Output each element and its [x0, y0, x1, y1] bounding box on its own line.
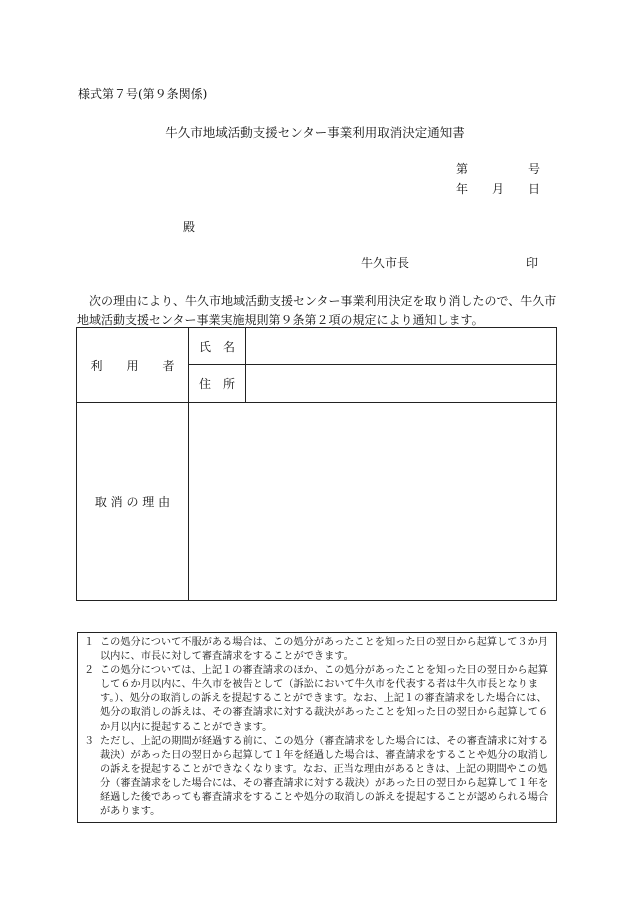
document-title: 牛久市地域活動支援センター事業利用取消決定通知書 — [165, 125, 465, 140]
name-label: 氏 名 — [189, 328, 246, 365]
form-number: 様式第７号(第９条関係) — [78, 87, 208, 101]
user-label: 利 用 者 — [77, 328, 189, 403]
number-suffix: 号 — [528, 162, 541, 176]
date-year: 年 — [456, 182, 469, 196]
reason-label: 取 消 の 理 由 — [77, 403, 189, 601]
notice-table — [76, 327, 557, 601]
note-number: １ — [84, 637, 95, 648]
date-day: 日 — [528, 182, 541, 196]
note-item — [84, 664, 550, 734]
date-month: 月 — [492, 182, 505, 196]
address-label: 住 所 — [189, 365, 246, 403]
note-number: ２ — [84, 665, 95, 677]
note-number: ３ — [84, 735, 95, 747]
notice-body — [77, 292, 557, 330]
note-item — [84, 636, 550, 664]
note-text: この処分については、上記１の審査請求のほか、この処分があったことを知った日の翌日から起算して６か月以内に、牛久市を被告として（訴訟において牛久市を代表する者は牛久市長となります。）、処分の取消しの訴えを提起することができます。なお、上記１の審査請求をした場合には、処分の取消しの訴えは、その審査請求に対する裁決があったことを知った日の翌日から起算して６か月以内に提起することができます。 — [100, 665, 549, 733]
issuer-name: 牛久市長 — [361, 256, 410, 270]
addressee-suffix: 殿 — [183, 220, 196, 234]
address-field[interactable] — [246, 365, 557, 403]
note-item — [84, 735, 550, 820]
reason-field[interactable] — [189, 403, 557, 601]
notice-body-line2: 地域活動支援センター事業実施規則第９条第２項の規定により通知します。 — [77, 313, 484, 327]
name-field[interactable] — [246, 328, 557, 365]
notice-body-line1: 次の理由により、牛久市地域活動支援センター事業利用決定を取り消したので、牛久市 — [89, 294, 557, 308]
seal-mark: 印 — [526, 256, 539, 270]
note-text: この処分について不服がある場合は、この処分があったことを知った日の翌日から起算して３か月以内に、市長に対して審査請求をすることができます。 — [100, 637, 548, 663]
note-text: ただし、上記の期間が経過する前に、この処分（審査請求をした場合には、その審査請求に対する裁決）があった日の翌日から起算して１年を経過した場合は、審査請求をすることや処分の取消しの訴えを提起することができなくなります。なお、正当な理由があるときは、上記の期間やこの処分（審査請求をした場合には、その審査請求に対する裁決）があった日の翌日から起算して１年を経過した後であっても審査請求をすることや処分の取消しの訴えを提起することが認められる場合があります。 — [100, 735, 549, 818]
number-prefix: 第 — [456, 162, 469, 176]
appeal-notes — [77, 632, 557, 823]
